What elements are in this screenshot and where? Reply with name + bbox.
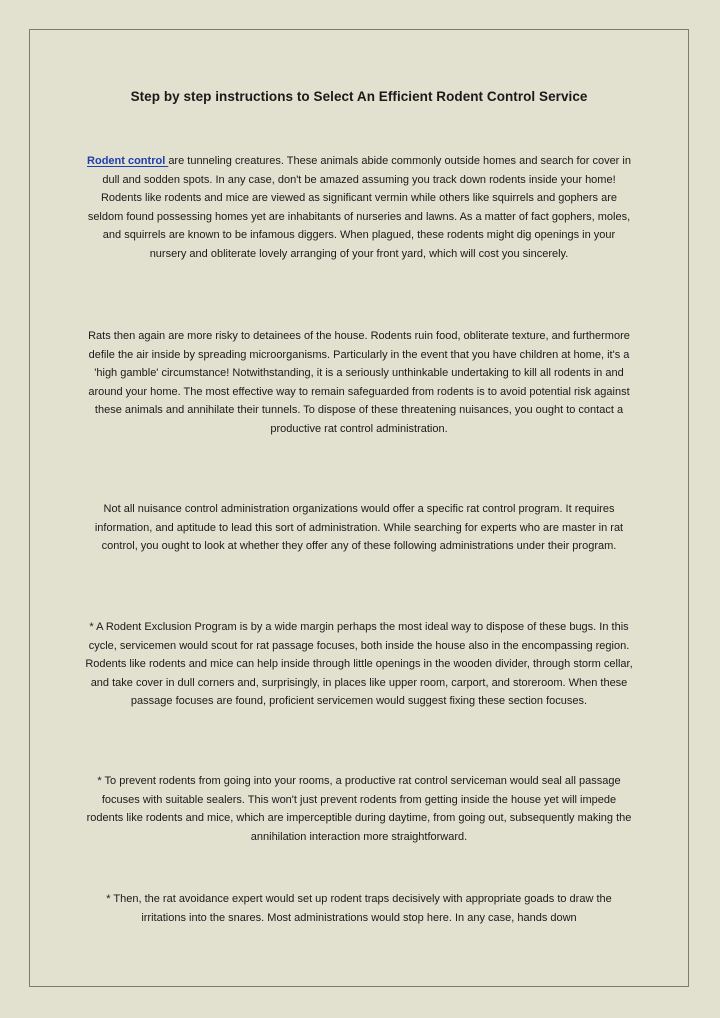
- intro-paragraph: [84, 152, 634, 264]
- paragraph-traps: * Then, the rat avoidance expert would set up rodent traps decisively with appropriate goads to draw the irritations into the snares. Most administrations would stop here. In any case, hands down: [106, 893, 612, 924]
- paragraph-sealing: * To prevent rodents from going into your rooms, a productive rat control serviceman would seal all passage focuses with suitable sealers. This won't just prevent rodents from getting inside the house yet will impede rodents like rodents and mice, which are imperceptible during daytime, from going out, subsequently making the annihilation interaction more straightforward.: [86, 775, 632, 843]
- rodent-control-link[interactable]: Rodent control: [87, 155, 169, 167]
- paragraph-program-offers: Not all nuisance control administration organizations would offer a specific rat control program. It requires information, and aptitude to lead this sort of administration. While searching for experts who are master in rat control, you ought to look at whether they offer any of these following administrations under their program.: [94, 503, 624, 553]
- paragraph-risks: Rats then again are more risky to detainees of the house. Rodents ruin food, obliterate texture, and furthermore defile the air inside by spreading microorganisms. Particularly in the event that you have children at home, it's a 'high gamble' circumstance! Notwithstanding, it is a seriously unthinkable undertaking to kill all rodents in and around your home. The most effective way to remain safeguarded from rodents is to avoid potential risk against these animals and annihilate their tunnels. To dispose of these threatening nuisances, you ought to contact a productive rat control administration.: [88, 330, 630, 435]
- intro-text: are tunneling creatures. These animals abide commonly outside homes and search for cover in dull and sodden spots. In any case, don't be amazed assuming you track down rodents inside your home! Rodents like rodents and mice are viewed as significant vermin while others like squirrels and gophers are seldom found possessing homes yet are inhabitants of nurseries and lawns. As a matter of fact gophers, moles, and squirrels are known to be infamous diggers. When plagued, these rodents might dig openings in your nursery and obliterate lovely arranging of your front yard, which will cost you sincerely.: [87, 155, 631, 260]
- document-page: [29, 29, 689, 987]
- document-title: Step by step instructions to Select An Efficient Rodent Control Service: [130, 89, 588, 104]
- paragraph-exclusion-program: * A Rodent Exclusion Program is by a wide margin perhaps the most ideal way to dispose of these bugs. In this cycle, servicemen would scout for rat passage focuses, both inside the house also in the encompassing region. Rodents like rodents and mice can help inside through little openings in the wooden divider, through storm cellar, and take cover in dull corners and, surprisingly, in places like upper room, carport, and storeroom. When these passage focuses are found, proficient servicemen would suggest fixing these section focuses.: [85, 621, 633, 708]
